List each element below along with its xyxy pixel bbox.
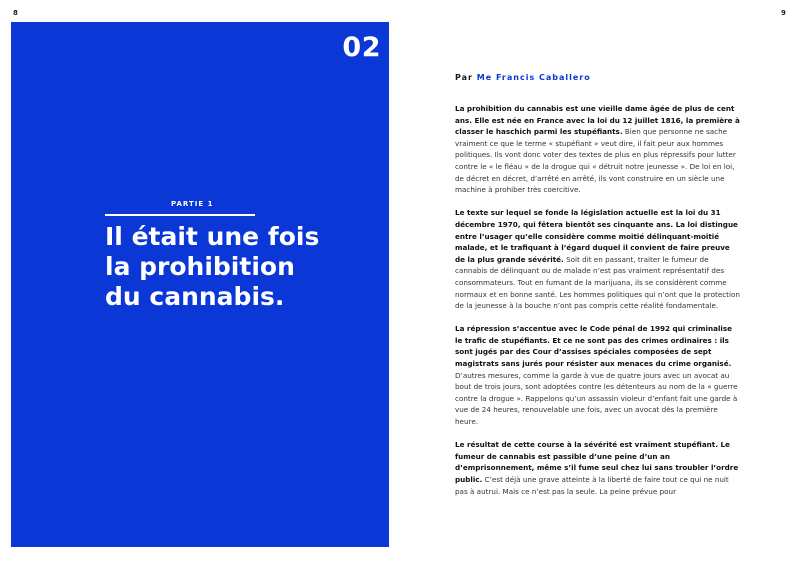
byline-prefix: Par bbox=[455, 73, 473, 82]
paragraph bbox=[455, 439, 740, 497]
page-number-left: 8 bbox=[13, 9, 18, 17]
page-number-right: 9 bbox=[781, 9, 786, 17]
chapter-title-line: du cannabis. bbox=[105, 282, 285, 311]
paragraph bbox=[455, 103, 740, 196]
article-body bbox=[455, 103, 740, 509]
paragraph-lead: La répression s’accentue avec le Code pénal de 1992 qui criminalise le trafic de stupéfiants. Et ce ne sont pas des crimes ordinaires : ils sont jugés par des Cour d’assises spéciales composées de sept magistrats sans jurés pour résister aux menaces du crime organisé. bbox=[455, 324, 733, 369]
chapter-title-line: la prohibition bbox=[105, 252, 295, 281]
paragraph-text: D’autres mesures, comme la garde à vue de quatre jours avec un avocat au bout de trois jours, sont adoptées contre les détenteurs au nom de la « guerre contre la drogue ». Rappelons qu’un assassin violeur d’enfant fait une garde à vue de 24 heures, renouvelable une fois, avec un avocat dès la première heure. bbox=[455, 370, 738, 427]
paragraph-lead: Le résultat de cette course à la sévérité est vraiment stupéfiant. Le fumeur de cannabis est passible d’une peine d’un an d’emprisonnement, même s’il fume seul chez lui sans troubler l’ordre public. bbox=[455, 440, 739, 484]
part-divider bbox=[105, 214, 255, 216]
paragraph bbox=[455, 323, 740, 427]
paragraph bbox=[455, 207, 740, 311]
paragraph-text: C’est déjà une grave atteinte à la liberté de faire tout ce qui ne nuit pas à autrui. Mais ce n’est pas la seule. La peine prévue pour bbox=[455, 475, 729, 496]
chapter-panel bbox=[11, 22, 389, 547]
byline bbox=[455, 73, 591, 82]
byline-author: Me Francis Caballero bbox=[476, 73, 591, 82]
paragraph-text: Bien que personne ne sache vraiment ce que le terme « stupéfiant » veut dire, il fait peur aux hommes politiques. Ils vont donc voter des textes de plus en plus répressifs pour lutter contre le « le fléau » de la drogue qui « détruit notre jeunesse ». De loi en loi, de décret en décret, d’arrêté en arrêté, ils vont construire en un siècle une machine à prohiber très coercitive. bbox=[455, 127, 736, 195]
chapter-number: 02 bbox=[342, 32, 381, 63]
paragraph-text: Soit dit en passant, traiter le fumeur de cannabis de délinquant ou de malade n’est pas vraiment représentatif des consommateurs. Tout en fumant de la marijuana, ils se considèrent comme normaux et en bonne santé. Les hommes politiques qui n’ont que la protection de la jeunesse à la bouche n’ont pas compris cette réalité fondamentale. bbox=[455, 254, 740, 311]
chapter-title bbox=[105, 222, 375, 312]
part-label: PARTIE 1 bbox=[171, 200, 214, 208]
paragraph-lead: La prohibition du cannabis est une vieille dame âgée de plus de cent ans. Elle est née en France avec la loi du 12 juillet 1816, la première à classer le haschich parmi les stupéfiants. bbox=[455, 104, 740, 137]
chapter-title-line: Il était une fois bbox=[105, 222, 320, 251]
paragraph-lead: Le texte sur lequel se fonde la législation actuelle est la loi du 31 décembre 1970, qui fêtera bientôt ses cinquante ans. La loi distingue entre l’usager qu’elle considère comme moitié délinquant-moitié malade, et le trafiquant à l’égard duquel il convient de faire preuve de la plus grande sévérité. bbox=[455, 208, 738, 264]
